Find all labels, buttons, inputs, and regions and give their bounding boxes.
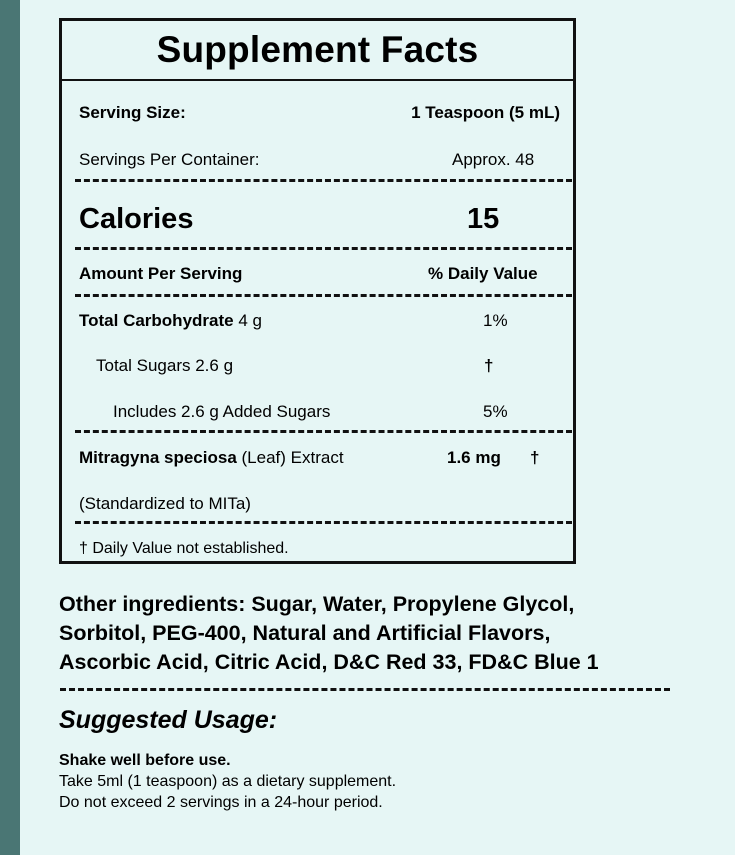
divider (75, 247, 572, 250)
usage-line: Take 5ml (1 teaspoon) as a dietary supplement. (59, 773, 397, 790)
amount-per-serving-header: Amount Per Serving (79, 264, 243, 283)
servings-per-container-label: Servings Per Container: (79, 150, 260, 169)
supplement-facts-panel (59, 18, 576, 564)
total-carbohydrate-name: Total Carbohydrate (79, 311, 234, 330)
extract-dv: † (530, 448, 540, 467)
added-sugars-dv: 5% (483, 402, 508, 421)
extract-row (79, 448, 344, 468)
panel-title: Supplement Facts (62, 21, 573, 81)
total-carbohydrate-dv: 1% (483, 311, 508, 330)
total-sugars: Total Sugars 2.6 g (96, 356, 234, 375)
divider (75, 179, 572, 182)
other-ingredients (59, 590, 729, 677)
section-divider (60, 688, 670, 691)
side-bar (0, 0, 20, 855)
usage-line: Do not exceed 2 servings in a 24-hour period. (59, 794, 383, 811)
added-sugars: Includes 2.6 g Added Sugars (113, 402, 331, 421)
serving-size-label: Serving Size: (79, 103, 186, 122)
divider (75, 521, 572, 524)
total-carbohydrate-amount: 4 g (238, 311, 262, 330)
total-carbohydrate-row (79, 311, 262, 331)
suggested-usage-title: Suggested Usage: (59, 706, 278, 734)
extract-name: Mitragyna speciosa (79, 448, 237, 467)
footnote: † Daily Value not established. (79, 540, 289, 557)
suggested-usage (59, 750, 396, 813)
calories-value: 15 (467, 203, 500, 235)
other-ingredients-line: Other ingredients: Sugar, Water, Propylene Glycol, (59, 592, 575, 616)
serving-size-value: 1 Teaspoon (5 mL) (411, 103, 560, 122)
other-ingredients-line: Ascorbic Acid, Citric Acid, D&C Red 33, FD&C Blue 1 (59, 650, 599, 674)
usage-line: Shake well before use. (59, 752, 231, 769)
total-sugars-dv: † (484, 356, 494, 375)
divider (75, 430, 572, 433)
extract-note: (Standardized to MITa) (79, 494, 251, 513)
extract-amount: 1.6 mg (447, 448, 501, 467)
divider (75, 294, 572, 297)
servings-per-container-value: Approx. 48 (452, 150, 535, 169)
daily-value-header: % Daily Value (428, 264, 538, 283)
other-ingredients-line: Sorbitol, PEG-400, Natural and Artificial Flavors, (59, 621, 551, 645)
calories-label: Calories (79, 203, 194, 235)
extract-part: (Leaf) Extract (241, 448, 344, 467)
